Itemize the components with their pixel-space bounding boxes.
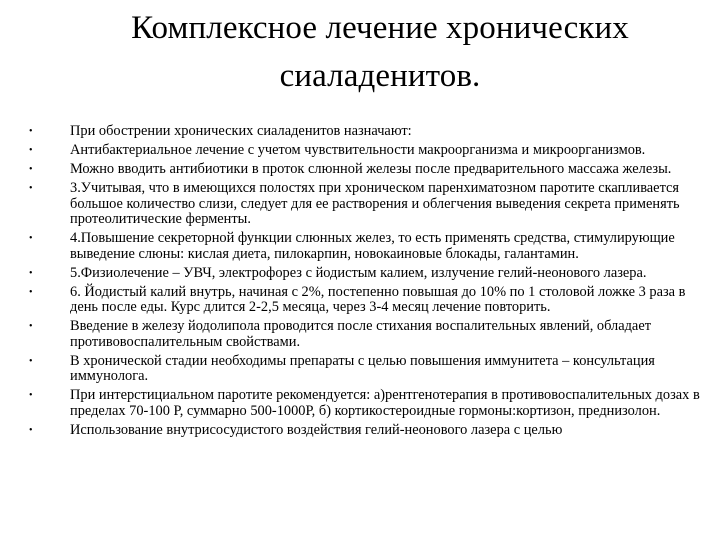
bullet-item (22, 285, 712, 316)
bullet-item (22, 388, 712, 419)
slide-title: Комплексное лечение хронических сиаладенитов. (131, 10, 629, 94)
bullet-dot-icon: • (29, 267, 33, 279)
bullet-item (22, 266, 712, 282)
bullet-item (22, 319, 712, 350)
bullet-text: Использование внутрисосудистого воздействия гелий-неонового лазера с целью (70, 421, 563, 438)
bullet-dot-icon: • (29, 390, 33, 401)
bullet-item (22, 231, 712, 262)
bullet-text: В хронической стадии необходимы препараты с целью повышения иммунитета – консультация иммунолога. (70, 352, 655, 384)
bullet-text: Введение в железу йодолипола проводится после стихания воспалительных явлений, обладает противовоспалительным свойствами. (70, 318, 651, 350)
bullet-dot-icon: • (29, 424, 33, 436)
bullet-text: 3.Учитывая, что в имеющихся полостях при хроническом паренхиматозном паротите скапливается большое количество слизи, следует для ее растворения и облегчения выведения секрета применять протеолитические ферменты. (70, 180, 680, 227)
bullet-text: При обострении хронических сиаладенитов назначают: (70, 123, 412, 139)
bullet-list (22, 124, 712, 442)
bullet-dot-icon: • (29, 145, 33, 156)
bullet-dot-icon: • (29, 233, 33, 244)
bullet-text: Можно вводить антибиотики в проток слюнной железы после предварительного массажа железы. (70, 161, 672, 177)
bullet-item (22, 181, 712, 228)
bullet-item (22, 354, 712, 385)
bullet-item (22, 423, 712, 439)
bullet-text: 5.Физиолечение – УВЧ, электрофорез с йодистым калием, излучение гелий-неонового лазера. (70, 264, 647, 281)
bullet-item (22, 162, 712, 178)
bullet-item (22, 143, 712, 159)
bullet-dot-icon: • (29, 355, 33, 367)
bullet-dot-icon: • (29, 183, 33, 194)
bullet-dot-icon: • (29, 126, 33, 137)
bullet-dot-icon: • (29, 321, 33, 332)
bullet-text: 4.Повышение секреторной функции слюнных желез, то есть применять средства, стимулирующие выведение слюны: кислая диета, пилокарпин, новокаиновые блокады, галантамин. (70, 230, 675, 262)
bullet-text: Антибактериальное лечение с учетом чувствительности макроорганизма и микроорганизмов. (70, 142, 646, 158)
bullet-text: При интерстициальном паротите рекомендуется: а)рентгенотерапия в противовоспалительных дозах в пределах 70-100 Р, суммарно 500-1000Р, б) кортикостероидные гормоны:кортизон, преднизолон. (70, 387, 700, 419)
bullet-item (22, 124, 712, 140)
bullet-dot-icon: • (29, 164, 33, 175)
bullet-text: 6. Йодистый калий внутрь, начиная с 2%, постепенно повышая до 10% по 1 столовой ложке 3 раза в день после еды. Курс длится 2-2,5 месяца, через 3-4 месяц лечение повторить. (70, 283, 686, 315)
bullet-dot-icon: • (29, 286, 33, 298)
